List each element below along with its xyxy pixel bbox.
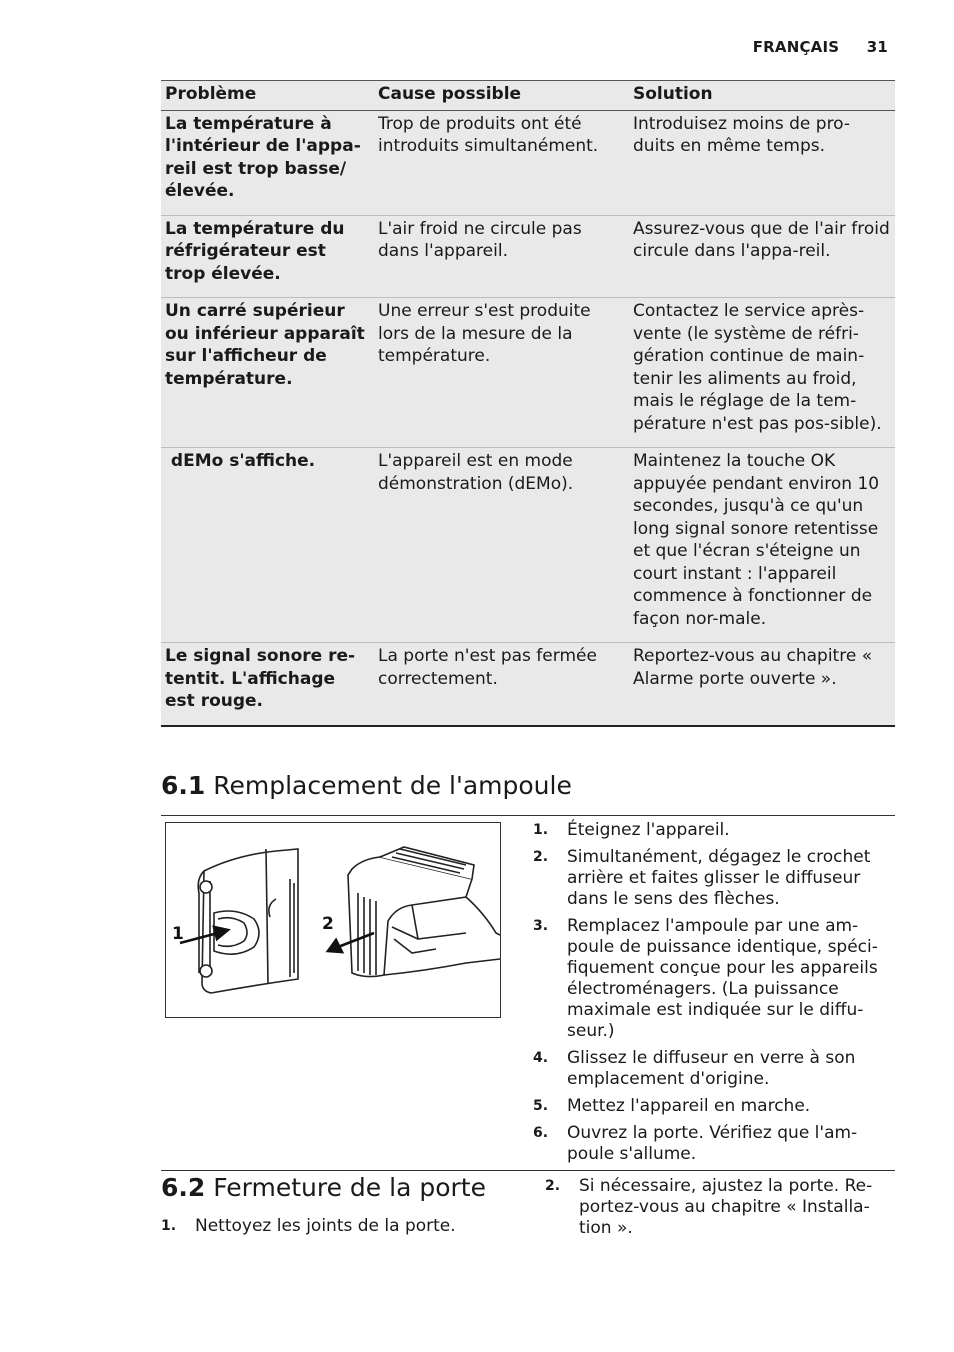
step-text: Glissez le diffuseur en verre à son emplacement d'origine. <box>567 1048 856 1089</box>
step-text: Éteignez l'appareil. <box>567 820 730 840</box>
section-divider <box>161 1170 895 1171</box>
table-row <box>161 643 895 726</box>
section-title: Remplacement de l'ampoule <box>213 771 572 800</box>
lamp-replacement-steps <box>533 820 893 1171</box>
table-row <box>161 215 895 298</box>
table-row <box>161 110 895 215</box>
solution-cell: Maintenez la touche OK appuyée pendant environ 10 secondes, jusqu'à ce qu'un long signal sonore retentisse et que l'écran s'éteigne un court instant : l'appareil commence à fonctionner de façon nor-male. <box>633 451 880 629</box>
step-number: 2. <box>533 849 549 865</box>
language-label: FRANÇAIS <box>752 38 840 56</box>
cause-cell: L'air froid ne circule pas dans l'appareil. <box>378 218 582 261</box>
cause-cell: La porte n'est pas fermée correctement. <box>378 646 597 689</box>
problem-cell: La température du réfrigérateur est trop élevée. <box>165 218 345 284</box>
step-number: 1. <box>533 822 549 838</box>
door-closing-steps-left <box>161 1216 521 1243</box>
step-text: Nettoyez les joints de la porte. <box>195 1216 456 1236</box>
figure-label-2: 2 <box>322 914 334 934</box>
troubleshooting-table <box>161 80 895 727</box>
step-number: 3. <box>533 918 549 934</box>
cause-cell: L'appareil est en mode démonstration (dEMo). <box>378 451 574 494</box>
section-number: 6.2 <box>161 1173 206 1202</box>
step-text: Mettez l'appareil en marche. <box>567 1096 811 1116</box>
cause-cell: Trop de produits ont été introduits simultanément. <box>378 113 599 156</box>
list-item <box>161 1216 521 1237</box>
problem-cell: Le signal sonore re-tentit. L'affichage est rouge. <box>165 646 356 711</box>
figure-label-1: 1 <box>172 924 184 944</box>
column-header-cause: Cause possible <box>374 81 629 111</box>
door-closing-steps-right <box>545 1176 885 1245</box>
solution-cell: Introduisez moins de pro-duits en même temps. <box>633 113 851 156</box>
column-header-problem: Problème <box>161 81 374 111</box>
step-number: 5. <box>533 1098 549 1114</box>
problem-cell: Un carré supérieur ou inférieur apparaît sur l'afficheur de température. <box>165 301 365 389</box>
section-title: Fermeture de la porte <box>213 1173 486 1202</box>
problem-cell: La température à l'intérieur de l'appa-reil est trop basse/élevée. <box>165 113 361 201</box>
step-number: 4. <box>533 1050 549 1066</box>
lamp-diagram <box>166 823 500 1017</box>
list-item <box>533 1096 893 1117</box>
section-heading-6-2 <box>161 1173 486 1202</box>
list-item <box>533 820 893 841</box>
solution-cell: Assurez-vous que de l'air froid circule dans l'appa-reil. <box>633 218 890 261</box>
solution-cell: Reportez-vous au chapitre « Alarme porte ouverte ». <box>633 646 873 689</box>
lamp-replacement-illustration <box>165 822 501 1018</box>
step-number: 2. <box>545 1178 561 1194</box>
cause-cell: Une erreur s'est produite lors de la mesure de la température. <box>378 301 591 366</box>
page-header <box>753 38 888 56</box>
page-number: 31 <box>866 38 888 56</box>
step-number: 6. <box>533 1125 549 1141</box>
list-item <box>533 1048 893 1090</box>
step-text: Simultanément, dégagez le crochet arrière et faites glisser le diffuseur dans le sens des flèches. <box>567 847 871 909</box>
list-item <box>533 847 893 910</box>
section-divider <box>161 815 895 816</box>
table-header-row <box>161 81 895 111</box>
step-text: Ouvrez la porte. Vérifiez que l'am-poule s'allume. <box>567 1123 858 1164</box>
solution-cell: Contactez le service après-vente (le système de réfri-gération continue de main-tenir les aliments au froid, mais le réglage de la tem-pérature n'est pas pos-sible). <box>633 301 882 434</box>
column-header-solution: Solution <box>629 81 895 111</box>
step-number: 1. <box>161 1218 177 1234</box>
list-item <box>533 1123 893 1165</box>
list-item <box>533 916 893 1042</box>
section-heading-6-1 <box>161 771 572 800</box>
table-row <box>161 298 895 448</box>
problem-cell: dEMo s'affiche. <box>165 451 316 471</box>
table-row <box>161 448 895 643</box>
section-number: 6.1 <box>161 771 206 800</box>
step-text: Si nécessaire, ajustez la porte. Re-portez-vous au chapitre « Installa-tion ». <box>579 1176 873 1238</box>
step-text: Remplacez l'ampoule par une am-poule de puissance identique, spéci-fiquement conçue pour les appareils électroménagers. (La puissance maximale est indiquée sur le diffu-seur.) <box>567 916 878 1041</box>
list-item <box>545 1176 885 1239</box>
